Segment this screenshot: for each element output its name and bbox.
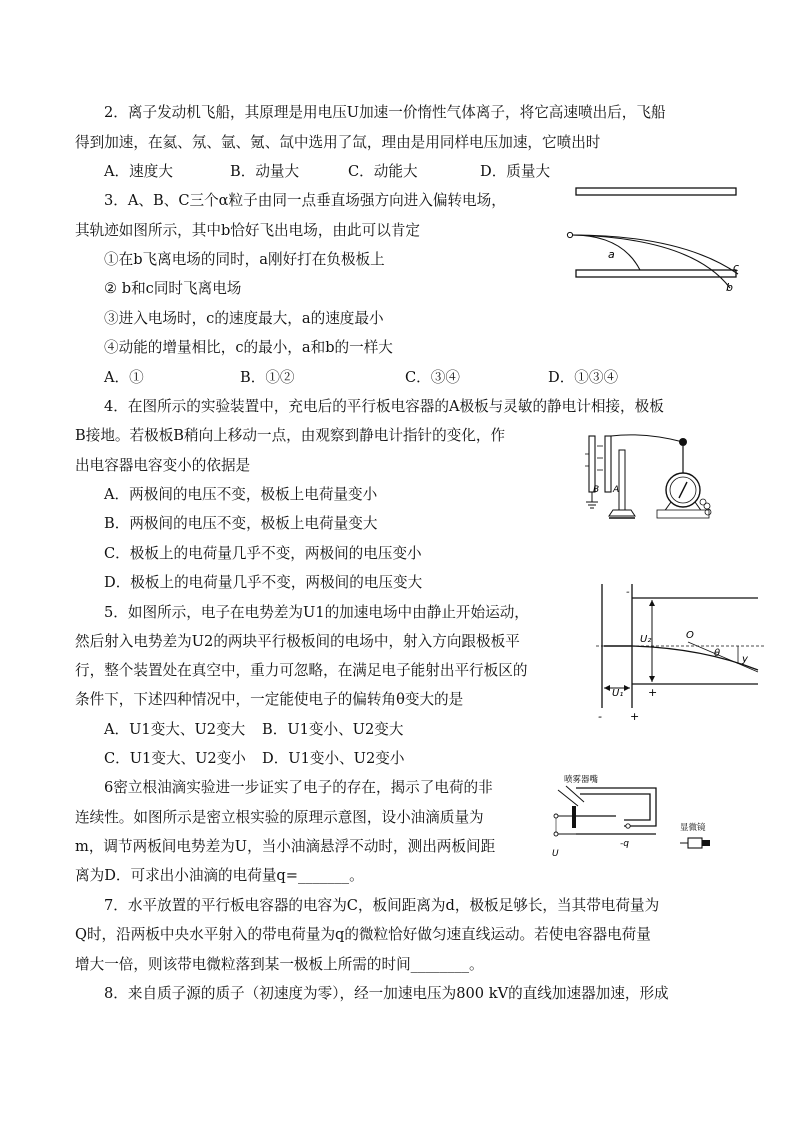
q3-trajectory-c xyxy=(572,235,738,274)
q5-label-o: O xyxy=(686,630,694,641)
q4-electrometer-knob xyxy=(679,438,687,446)
q5-label-u1: U₁ xyxy=(612,688,624,699)
q5-sign-left-minus: - xyxy=(598,710,602,722)
q5-label-u2: U₂ xyxy=(640,634,652,645)
q5-field-figure xyxy=(592,580,764,722)
q5-option-a: A．U1变大、U2变大 xyxy=(104,721,246,738)
q4-option-d: D．极板上的电荷量几乎不变，两极间的电压变大 xyxy=(104,574,423,591)
q5-stem-line1: 5．如图所示，电子在电势差为U1的加速电场中由静止开始运动， xyxy=(104,604,529,621)
q2-option-d: D．质量大 xyxy=(480,163,551,180)
q3-label-a: a xyxy=(608,248,615,261)
q3-stem-line2: 其轨迹如图所示，其中b恰好飞出电场，由此可以肯定 xyxy=(75,222,421,239)
q4-wire xyxy=(611,435,683,442)
q4-stem-line3: 出电容器电容变小的依据是 xyxy=(75,457,251,474)
q3-trajectory-b xyxy=(572,235,730,288)
q7-stem-line3: 增大一倍，则该带电微粒落到某一极板上所需的时间________。 xyxy=(75,956,484,973)
q6-label-charge: -q xyxy=(620,839,629,849)
q3-lower-plate xyxy=(576,270,736,277)
q7-stem-line1: 7．水平放置的平行板电容器的电容为C，板间距离为d，极板足够长，当其带电荷量为 xyxy=(104,897,660,914)
q3-option-b: B．①② xyxy=(240,369,295,386)
q5-label-theta: θ xyxy=(714,648,721,659)
q6-stem-line1: 6密立根油滴实验进一步证实了电子的存在，揭示了电荷的非 xyxy=(104,779,493,796)
q5-stem-line3: 行，整个装置处在真空中，重力可忽略，在满足电子能射出平行板区的 xyxy=(75,662,528,679)
q2-option-a: A．速度大 xyxy=(104,163,173,180)
q4-stem-line1: 4．在图所示的实验装置中，充电后的平行板电容器的A极板与灵敏的静电计相接，极板 xyxy=(104,398,664,415)
q3-item-1: ①在b飞离电场的同时，a刚好打在负极板上 xyxy=(104,251,385,268)
q6-stem-line3: m，调节两板间电势差为U，当小油滴悬浮不动时，测出两板间距 xyxy=(75,838,496,855)
q4-option-b: B．两极间的电压不变，极板上电荷量变大 xyxy=(104,515,378,532)
q3-item-4: ④动能的增量相比，c的最小，a和b的一样大 xyxy=(104,339,393,356)
q2-option-c: C．动能大 xyxy=(348,163,418,180)
q3-option-a: A．① xyxy=(104,369,144,386)
q8-stem-line1: 8．来自质子源的质子（初速度为零），经一加速电压为800 kV的直线加速器加速，形成 xyxy=(104,985,669,1002)
q4-stand xyxy=(619,450,625,512)
q4-plate-b xyxy=(589,436,595,492)
q3-deflection-figure xyxy=(562,184,752,296)
q3-option-c: C．③④ xyxy=(405,369,460,386)
q4-option-a: A．两极间的电压不变，极板上电荷量变小 xyxy=(104,486,378,503)
q6-label-microscope: 显微镜 xyxy=(680,823,706,833)
q3-option-d: D．①③④ xyxy=(548,369,619,386)
q4-plate-a xyxy=(605,436,611,492)
q7-stem-line2: Q时，沿两板中央水平射入的带电荷量为q的微粒恰好做匀速直线运动。若使电容器电荷量 xyxy=(75,926,651,943)
q6-millikan-figure xyxy=(548,772,718,862)
q3-stem-line1: 3．A、B、C三个α粒子由同一点垂直场强方向进入偏转电场， xyxy=(104,192,506,209)
q5-option-b: B．U1变小、U2变大 xyxy=(262,721,404,738)
q6-stem-line2: 连续性。如图所示是密立根实验的原理示意图，设小油滴质量为 xyxy=(75,809,484,826)
q3-item-3: ③进入电场时，c的速度最大，a的速度最小 xyxy=(104,310,384,327)
q4-stem-line2: B接地。若极板B稍向上移动一点，由观察到静电计指针的变化，作 xyxy=(75,427,506,444)
q2-stem-line1: 2．离子发动机飞船，其原理是用电压U加速一价惰性气体离子，将它高速喷出后，飞船 xyxy=(104,104,666,121)
q5-sign-top-minus: - xyxy=(626,587,630,598)
q3-label-c: c xyxy=(733,261,740,274)
q2-option-b: B．动量大 xyxy=(230,163,300,180)
q5-option-d: D．U1变小、U2变小 xyxy=(262,750,405,767)
q3-label-b: b xyxy=(726,281,733,294)
q5-stem-line4: 条件下，下述四种情况中，一定能使电子的偏转角θ变大的是 xyxy=(75,691,464,708)
q3-item-2: ② b和c同时飞离电场 xyxy=(104,280,242,297)
q6-microscope xyxy=(688,838,702,848)
q5-electron-path xyxy=(632,646,758,670)
q4-apparatus-figure xyxy=(575,430,715,522)
q5-sign-bottom-plus: + xyxy=(648,686,658,699)
q4-option-c: C．极板上的电荷量几乎不变，两极间的电压变小 xyxy=(104,545,422,562)
q4-label-b: B xyxy=(593,485,600,495)
q6-oil-drop xyxy=(626,824,630,828)
q5-sign-right-plus: + xyxy=(630,710,640,722)
q2-stem-line2: 得到加速，在氦、氖、氩、氪、氙中选用了氙，理由是用同样电压加速，它喷出时 xyxy=(75,134,601,151)
q6-stem-line4: 离为D．可求出小油滴的电荷量q=_______。 xyxy=(75,867,364,884)
q5-stem-line2: 然后射入电势差为U2的两块平行极板间的电场中，射入方向跟极板平 xyxy=(75,633,520,650)
q3-source-point xyxy=(567,232,572,237)
q6-label-sprayer: 喷雾器嘴 xyxy=(564,775,599,785)
q5-label-y: y xyxy=(742,654,748,665)
q5-option-c: C．U1变大、U2变小 xyxy=(104,750,246,767)
q6-label-u: U xyxy=(552,849,559,859)
q3-upper-plate xyxy=(576,188,736,195)
q4-label-a: A xyxy=(613,485,620,495)
